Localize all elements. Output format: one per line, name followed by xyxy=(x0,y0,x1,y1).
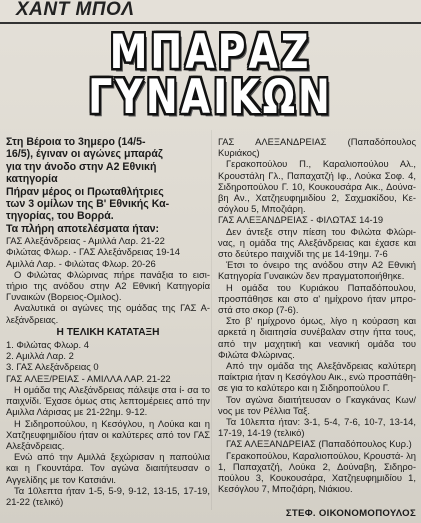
left-column xyxy=(6,136,210,507)
body-paragraph: Αναλυτικά οι αγώνες της ομάδας της ΓΑΣ Α- λεξάνδρειας. xyxy=(6,302,210,325)
team-heading: ΓΑΣ ΑΛΕΞΑΝΔΡΕΙΑΣ (Παπαδόπουλος Κυρ.) xyxy=(226,438,412,450)
lead-paragraph xyxy=(6,136,210,235)
lead-line: Πήραν μέρος οι Πρωταθλήτριες xyxy=(6,185,164,198)
standings-title: Η ΤΕΛΙΚΗ ΚΑΤΑΤΑΞΗ xyxy=(56,326,160,338)
body-paragraph: Η ομάδα του Κυριάκου Παπαδόπουλου, προσπάθησε και στο α' ημίχρονο ήταν μπρο- στά στο σκορ (7-6). xyxy=(218,281,416,316)
body-paragraph: Τα 10λεπτα ήταν 1-5, 5-9, 9-12, 13-15, 17-19, 21-22 (τελικό) xyxy=(6,484,210,507)
right-column xyxy=(218,136,416,495)
lead-line: των 3 ομίλων της Β' Εθνικής Κα- xyxy=(6,198,170,211)
column-divider xyxy=(211,130,212,510)
standings-row: 3. ΓΑΣ Αλεξάνδρειας 0 xyxy=(6,361,99,373)
lead-line: Στη Βέροια το 3ημερο (14/5- xyxy=(6,136,146,148)
body-paragraph: Γερακοπούλου, Καραλιοπούλου, Κρουστά- λη 1, Παπαχατζή, Λούκα 2, Δούναβη, Σιδηρο- πούλου 3, Κουκουσάρα, Χατζηευφημιδίου 1, Κεσόγλου 7, Μποζιάρη, Νιάκιου. xyxy=(218,449,416,495)
headline-line-2: ΓΥΝΑΙΚΩΝ xyxy=(88,69,333,124)
lead-line: για την άνοδο στην Α2 Εθνική xyxy=(6,160,157,173)
body-paragraph: Ενώ από την Αμιλλά ξεχώρισαν η παπούλια και η Γκουντάρα. Τον αγώνα διαιτήτευσαν ο Αγγελίδης με τον Κατσιάνι. xyxy=(6,451,210,485)
lead-line: κατηγορία xyxy=(6,173,58,186)
result-line: ΓΑΣ Αλεξάνδρειας - Αμιλλά Λαρ. 21-22 xyxy=(6,235,165,247)
body-paragraph: Τα 10λεπτα ήταν: 3-1, 5-4, 7-6, 10-7, 13-14, 17-19, 14-19 (τελικό) xyxy=(218,416,416,439)
lead-line: τηγορίας, του Βορρά. xyxy=(6,210,114,223)
lead-line: 16/5), έγιναν οι αγώνες μπαράζ xyxy=(6,148,163,161)
body-paragraph: Η ομάδα της Αλεξάνδρειας πάλεψε στα ί- σα το παιχνίδι. Έχασε όμως στις λεπτομέρειες από την Αμιλλα Λάρισας με 21-22ημ. 9-12. xyxy=(6,383,210,418)
section-label: ΧΑΝΤ ΜΠΟΛ xyxy=(16,0,135,20)
author-signature: ΣΤΕΦ. ΟΙΚΟΝΟΜΟΠΟΥΛΟΣ xyxy=(285,508,416,519)
body-paragraph: Η Σιδηροπούλου, η Κεσόγλου, η Λούκα και η Χατζηευφημιδίου ήταν οι καλύτερες από τον ΓΑΣ Αλεξάνδρειας. xyxy=(6,417,210,451)
result-line: Αμιλλά Λαρ. - Φιλώτας Φλωρ. 20-26 xyxy=(6,257,156,269)
lead-line: Τα πλήρη αποτελέσματα ήταν: xyxy=(6,222,160,235)
match-title: ΓΑΣ ΑΛΕΞΑΝΔΡΕΙΑΣ - ΦΙΛΩΤΑΣ 14-19 xyxy=(218,214,384,226)
body-paragraph: Στο β' ημίχρονο όμως, λίγο η κούραση και αρκετά η διαιτησία συνέβαλαν στην ήττα τους, από την μαχητική και νεανική ομάδα του Φιλώτα Φλώρινας. xyxy=(218,315,416,360)
body-paragraph: Δεν άντεξε στην πίεση του Φιλώτα Φλώρι- νας, η ομάδα της Αλεξάνδρειας και έχασε και στο δεύτερο παιχνίδι της με 14-19ημ. 7-6 xyxy=(218,225,416,260)
headline-line-1: ΜΠΑΡΑΖ xyxy=(109,24,312,79)
body-paragraph: Τον αγώνα διαιτήτευσαν ο Γκαγκάνας Κων/νος με τον Ρέλλια Ταξ. xyxy=(218,393,416,416)
body-paragraph: Από την ομάδα της Αλεξάνδρειας καλύτερη παίκτρια ήταν η Κεσόγλου Αικ., ενώ προσπάθη- σε για το καλύτερο και η Σιδηροπούλου Γ. xyxy=(218,360,416,394)
body-paragraph: Έτσι το όνειρο της ανόδου στην Α2 Εθνική Κατηγορία Γυναικών δεν πραγματοποιήθηκε. xyxy=(218,259,416,282)
match-title: ΓΑΣ ΑΛΕΞ/ΡΕΙΑΣ - ΑΜΙΛΛΑ ΛΑΡ. 21-22 xyxy=(6,372,171,384)
body-paragraph: Ο Φιλώτας Φλώρινας πήρε πανάξια το εισι- τήριο της ανόδου στην Α2 Εθνική Κατηγορία Γυναικών (Βορειος-Ομιλος). xyxy=(6,268,210,303)
team-heading: ΓΑΣ ΑΛΕΞΑΝΔΡΕΙΑΣ (Παπαδόπουλος Κυριάκος) xyxy=(218,136,416,159)
result-line: Φιλώτας Φλωρ. - ΓΑΣ Αλεξάνδρειας 19-14 xyxy=(6,246,180,258)
body-paragraph: Γερακοπούλου Π., Καραλιοπούλου Αλ., Κρουστάλη Γλ., Παπαχατζή Ιφ., Λούκα Σοφ. 4, Σιδηροπούλου Γ. 10, Κουκουσάρα Αικ., Δούνα- βη Αν., Χατζηευφημιδίου 2, Σαχμακίδου, Κε- σόγλου 5, Μποζιάρη. xyxy=(218,158,416,215)
standings-row: 1. Φιλώτας Φλωρ. 4 xyxy=(6,339,89,351)
standings-row: 2. Αμιλλά Λαρ. 2 xyxy=(6,350,74,362)
